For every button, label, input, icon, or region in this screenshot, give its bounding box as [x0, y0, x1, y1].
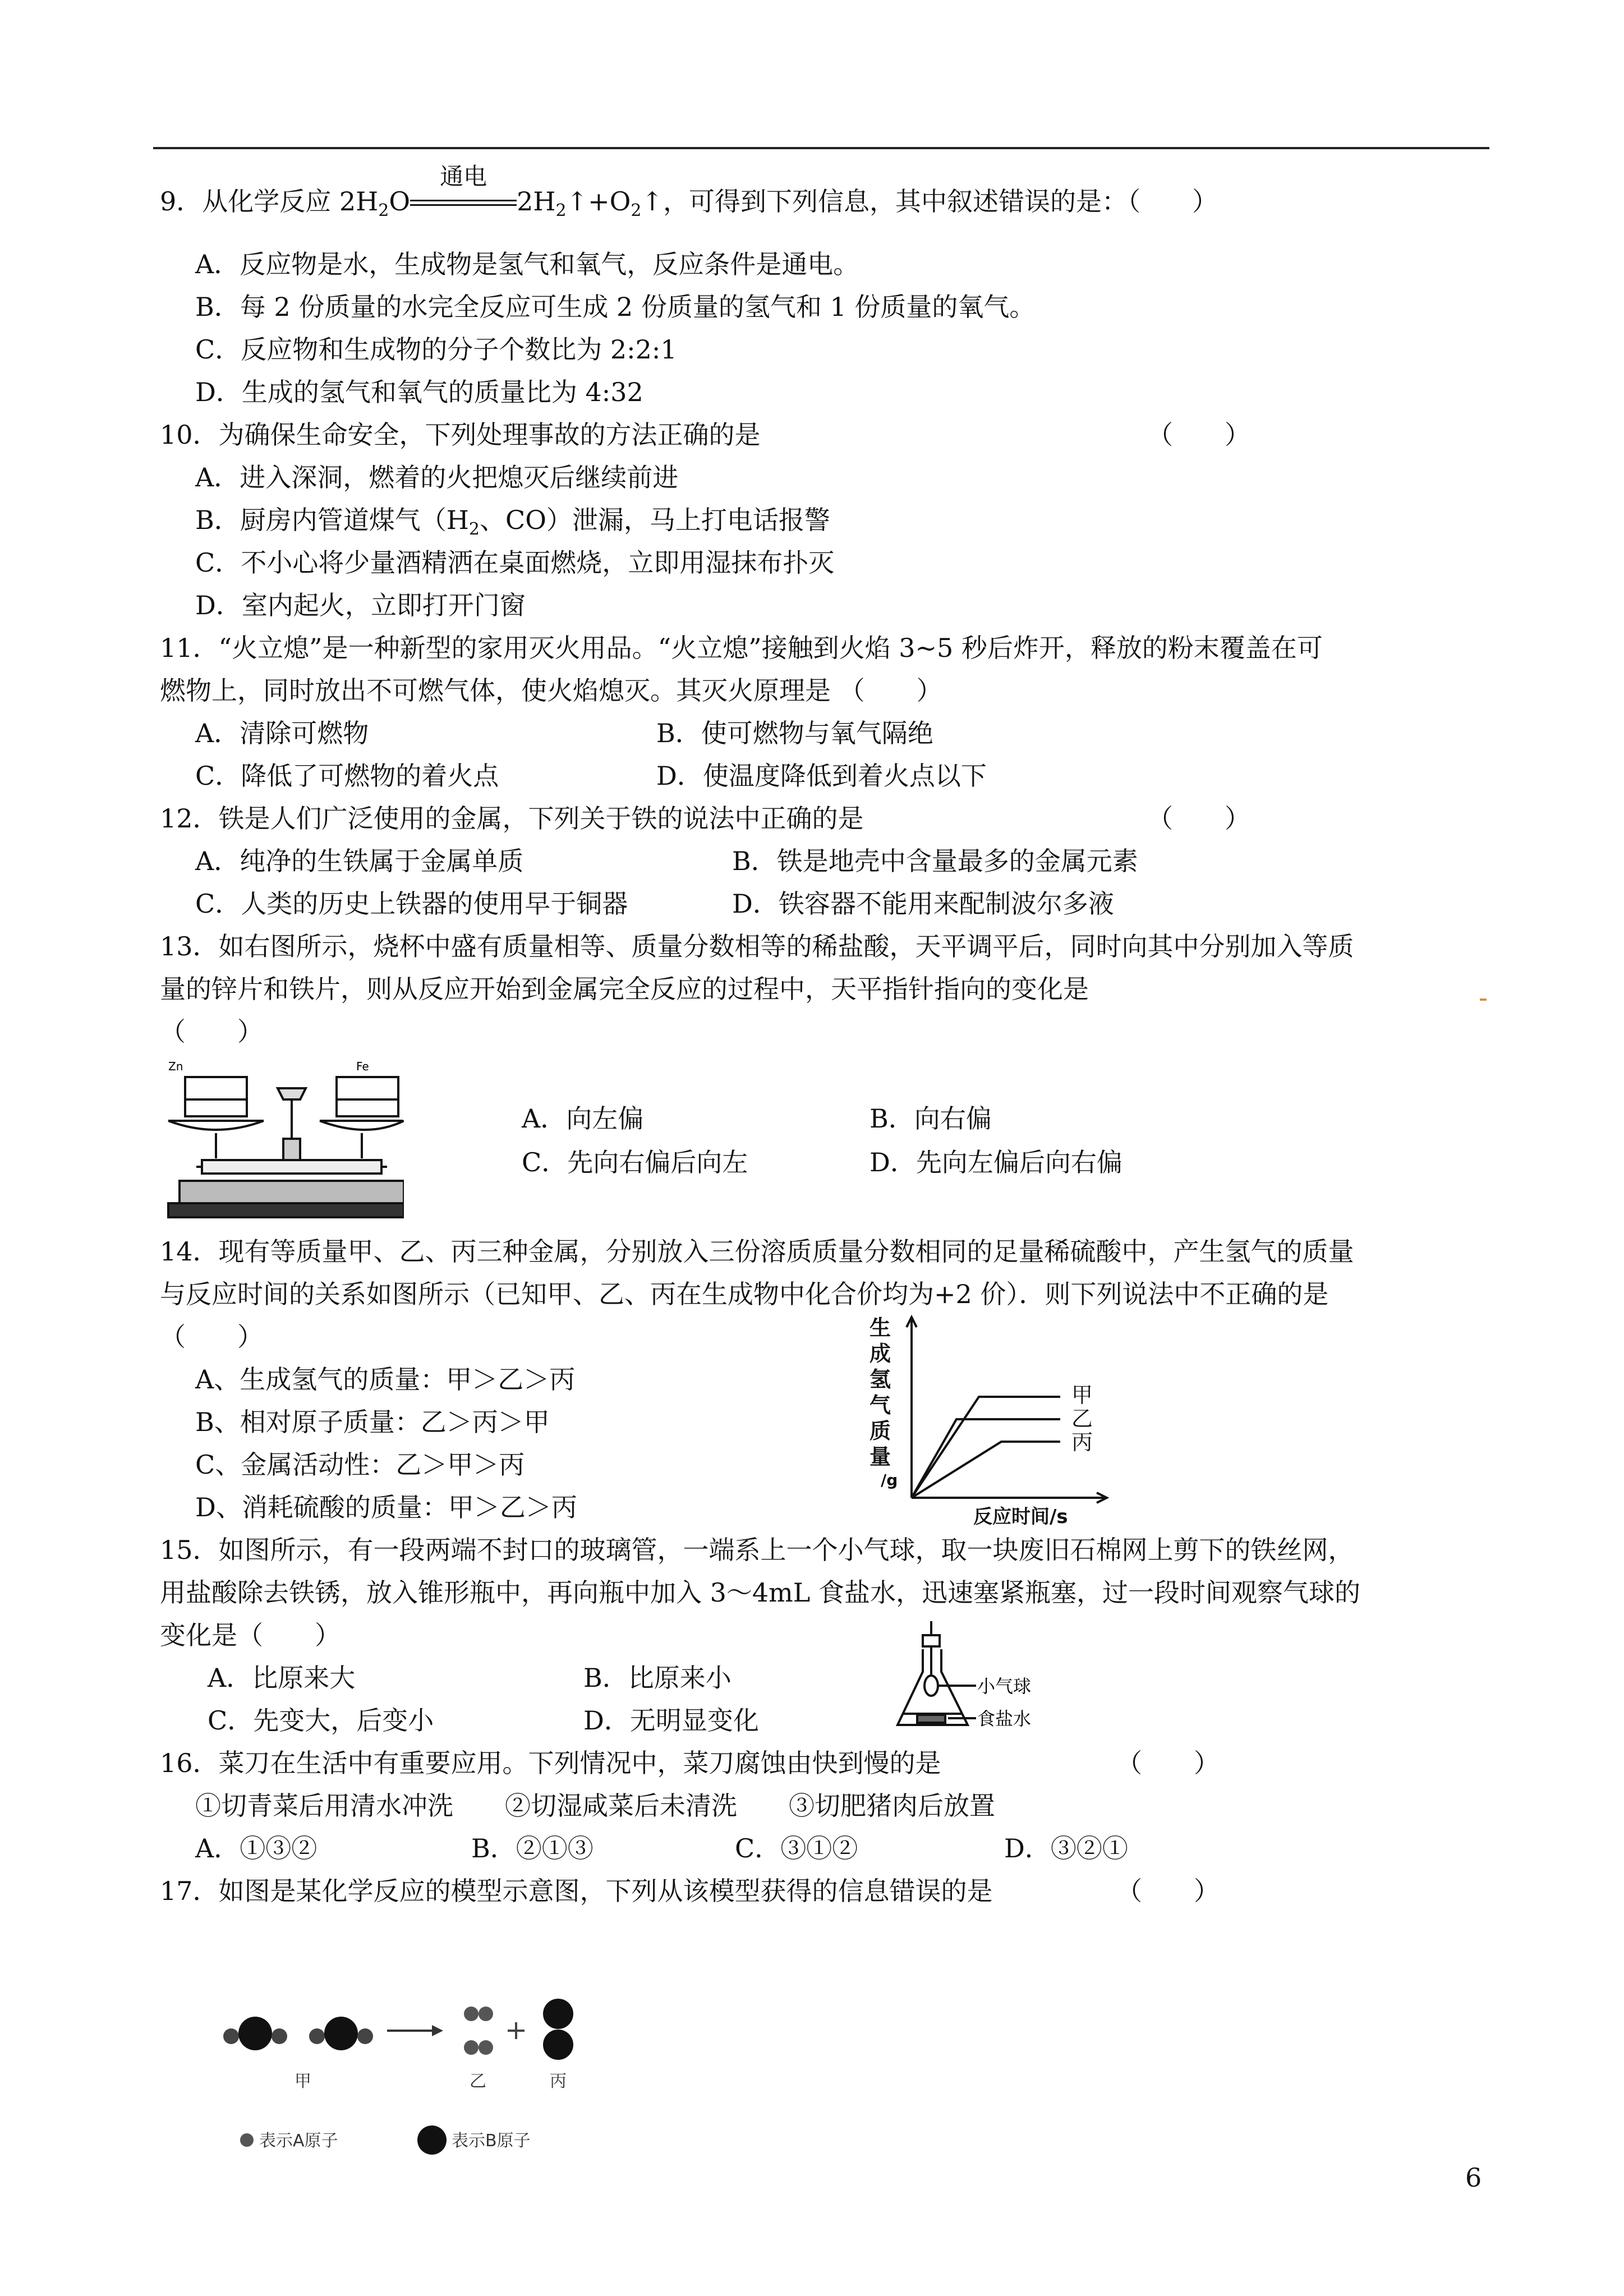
q12-option-a: A．纯净的生铁属于金属单质 — [195, 846, 524, 876]
q12-option-d: D．铁容器不能用来配制波尔多液 — [732, 889, 1114, 919]
stray-mark — [1480, 999, 1487, 1001]
page-number: 6 — [1465, 2162, 1482, 2193]
q14-option-a: A、生成氢气的质量：甲＞乙＞丙 — [195, 1364, 576, 1395]
q14-stem-line2: 与反应时间的关系如图所示（已知甲、乙、丙在生成物中化合价均为+2 价）．则下列说法中不正确的是 — [160, 1279, 1329, 1309]
q11-option-a: A．清除可燃物 — [195, 718, 369, 748]
q15-option-b: B．比原来小 — [583, 1663, 732, 1693]
chart-ylabel-1: 生 — [869, 1315, 891, 1340]
salt-water-label: 食盐水 — [977, 1708, 1032, 1729]
chart-ylabel-4: 气 — [869, 1393, 891, 1418]
q13-option-b: B．向右偏 — [869, 1103, 992, 1134]
q13-option-a: A．向左偏 — [522, 1103, 644, 1134]
q17-answer-paren: （ ） — [1116, 1876, 1220, 1906]
q10-answer-paren: （ ） — [1147, 420, 1250, 450]
header-rule — [153, 147, 1489, 149]
q14-option-b: B、相对原子质量：乙＞丙＞甲 — [195, 1407, 550, 1437]
legend-a-atom: 表示A原子 — [259, 2131, 338, 2151]
fe-label: Fe — [356, 1060, 369, 1073]
q15-option-c: C．先变大，后变小 — [208, 1705, 434, 1736]
label-jia: 甲 — [295, 2072, 311, 2091]
q13-option-c: C．先向右偏后向左 — [522, 1147, 748, 1177]
q10-option-b: B．厨房内管道煤气（$H_2$、CO）泄漏，马上打电话报警 — [195, 505, 830, 540]
chart-ylabel-3: 氢 — [869, 1367, 891, 1392]
reaction-condition: 通电 — [410, 180, 517, 223]
q16-option-d: D．③②① — [1004, 1833, 1128, 1864]
q14-option-c: C、金属活动性：乙＞甲＞丙 — [195, 1450, 525, 1480]
q16-option-a: A．①③② — [195, 1833, 318, 1864]
q15-option-d: D．无明显变化 — [583, 1705, 759, 1736]
q13-stem-line2: 量的锌片和铁片，则从反应开始到金属完全反应的过程中，天平指针指向的变化是 — [160, 974, 1089, 1004]
chart-ylabel-5: 质 — [869, 1419, 891, 1443]
q14-answer-paren: （ ） — [160, 1322, 263, 1352]
q16-items: ①切青菜后用清水冲洗 ②切湿咸菜后未清洗 ③切肥猪肉后放置 — [195, 1791, 995, 1821]
label-bing: 丙 — [550, 2072, 567, 2091]
q10-option-c: C．不小心将少量酒精洒在桌面燃烧，立即用湿抹布扑灭 — [195, 547, 835, 578]
q10-stem: 10．为确保生命安全，下列处理事故的方法正确的是 — [160, 420, 761, 450]
series-label-yi: 乙 — [1071, 1406, 1093, 1431]
q9-stem: 9．从化学反应 $2H_2O$ 通电 $2H_2↑+O_2↑$，可得到下列信息，其中叙述错误的是：（ ） — [160, 180, 1218, 233]
series-label-bing: 丙 — [1071, 1430, 1093, 1455]
label-yi: 乙 — [470, 2072, 486, 2091]
q14-hydrogen-chart — [858, 1307, 1116, 1531]
q16-stem: 16．菜刀在生活中有重要应用。下列情况中，菜刀腐蚀由快到慢的是 — [160, 1748, 941, 1778]
chart-xlabel: 反应时间/s — [973, 1506, 1068, 1528]
q11-option-c: C．降低了可燃物的着火点 — [195, 761, 499, 791]
q12-option-c: C．人类的历史上铁器的使用早于铜器 — [195, 889, 628, 919]
q11-stem-line2: 燃物上，同时放出不可燃气体，使火焰熄灭。其灭火原理是 （ ） — [160, 675, 942, 706]
q12-stem: 12．铁是人们广泛使用的金属，下列关于铁的说法中正确的是 — [160, 803, 864, 834]
q9-option-c: C．反应物和生成物的分子个数比为 2:2:1 — [195, 334, 677, 365]
flask-figure — [892, 1618, 1083, 1739]
series-line-bing — [912, 1442, 1060, 1498]
q11-stem-line1: 11．“火立熄”是一种新型的家用灭火用品。“火立熄”接触到火焰 3~5 秒后炸开，释放的粉末覆盖在可 — [160, 633, 1323, 663]
q13-option-d: D．先向左偏后向右偏 — [869, 1147, 1122, 1177]
legend-b-atom: 表示B原子 — [452, 2131, 531, 2151]
q13-stem-line1: 13．如右图所示，烧杯中盛有质量相等、质量分数相等的稀盐酸，天平调平后，同时向其中分别加入等质 — [160, 931, 1354, 961]
q17-stem: 17．如图是某化学反应的模型示意图，下列从该模型获得的信息错误的是 — [160, 1876, 993, 1906]
reaction-model-figure — [219, 1997, 611, 2165]
chart-ylabel-6: 量 — [869, 1444, 891, 1469]
q15-stem-line1: 15．如图所示，有一段两端不封口的玻璃管，一端系上一个小气球，取一块废旧石棉网上剪下的铁丝网， — [160, 1535, 1354, 1565]
q9-option-a: A．反应物是水，生成物是氢气和氧气，反应条件是通电。 — [195, 249, 859, 279]
q16-answer-paren: （ ） — [1116, 1748, 1220, 1778]
balloon-label: 小气球 — [977, 1676, 1032, 1697]
q15-option-a: A．比原来大 — [208, 1663, 356, 1693]
series-line-yi — [912, 1419, 1060, 1498]
series-label-jia: 甲 — [1071, 1383, 1093, 1407]
q10-option-d: D．室内起火，立即打开门窗 — [195, 590, 526, 620]
zn-label: Zn — [168, 1060, 183, 1073]
chart-ylabel-2: 成 — [869, 1341, 891, 1366]
q16-option-c: C．③①② — [735, 1833, 858, 1864]
q16-option-b: B．②①③ — [471, 1833, 594, 1864]
q12-option-b: B．铁是地壳中含量最多的金属元素 — [732, 846, 1138, 876]
q15-stem-line3: 变化是（ ） — [160, 1620, 341, 1650]
balance-figure — [157, 1055, 404, 1223]
chart-ylabel-unit: /g — [881, 1471, 898, 1489]
q13-answer-paren: （ ） — [160, 1016, 263, 1047]
q11-option-b: B．使可燃物与氧气隔绝 — [656, 718, 933, 748]
q15-stem-line2: 用盐酸除去铁锈，放入锥形瓶中，再向瓶中加入 3～4mL 食盐水，迅速塞紧瓶塞，过一段时间观察气球的 — [160, 1577, 1360, 1608]
q9-option-d: D．生成的氢气和氧气的质量比为 4:32 — [195, 377, 643, 407]
q9-option-b: B．每 2 份质量的水完全反应可生成 2 份质量的氢气和 1 份质量的氧气。 — [195, 292, 1036, 322]
q11-option-d: D．使温度降低到着火点以下 — [656, 761, 987, 791]
q12-answer-paren: （ ） — [1147, 803, 1250, 834]
q14-option-d: D、消耗硫酸的质量：甲＞乙＞丙 — [195, 1492, 577, 1522]
q10-option-a: A．进入深洞，燃着的火把熄灭后继续前进 — [195, 462, 679, 493]
q14-stem-line1: 14．现有等质量甲、乙、丙三种金属，分别放入三份溶质质量分数相同的足量稀硫酸中，产生氢气的质量 — [160, 1236, 1354, 1267]
